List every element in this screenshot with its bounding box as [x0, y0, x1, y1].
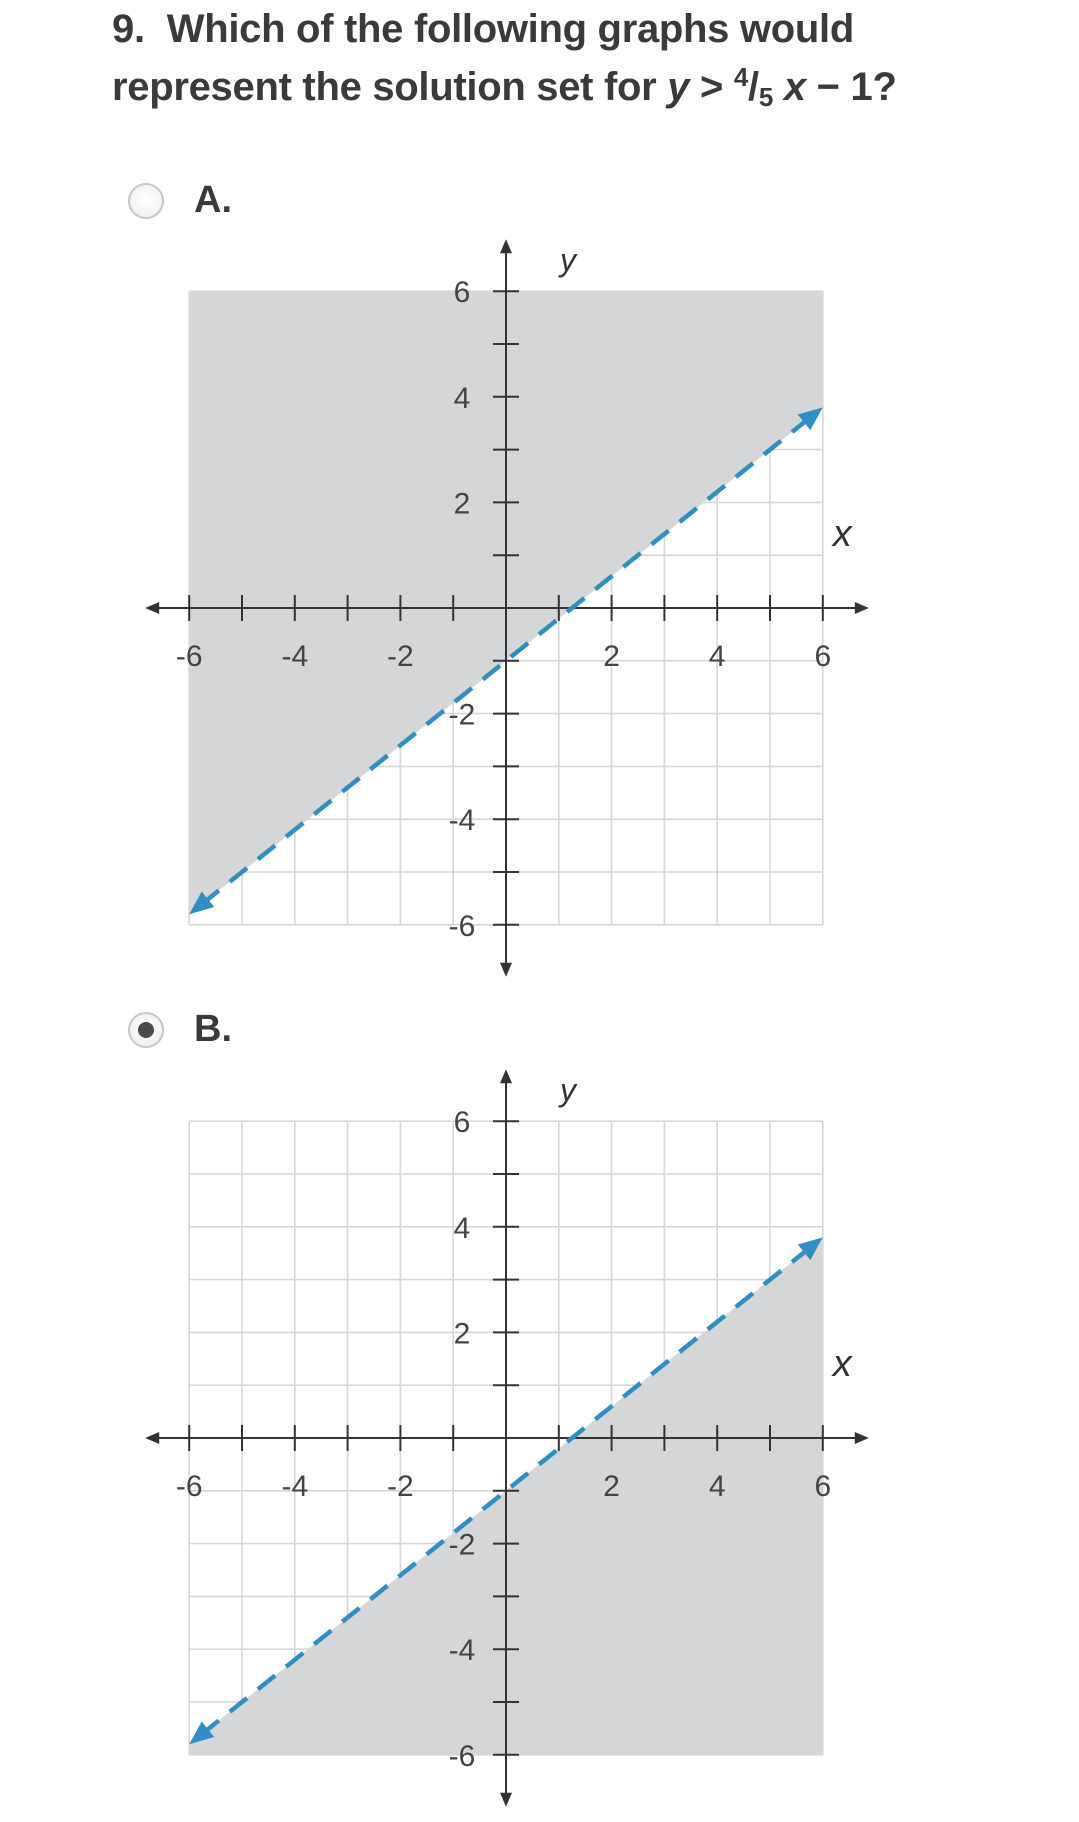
y-tick-label: 6 — [453, 1106, 471, 1140]
inequality-tail: − 1? — [805, 65, 897, 109]
y-tick-label: -2 — [448, 698, 476, 732]
inequality-sign: > — [689, 65, 734, 109]
y-tick-label: 4 — [453, 1211, 471, 1245]
y-axis-arrow-down — [500, 963, 512, 977]
option-a[interactable] — [128, 179, 232, 222]
x-tick-label: 4 — [708, 640, 726, 673]
graph-a — [130, 232, 890, 992]
x-tick-label: 6 — [814, 640, 832, 673]
y-axis-arrow-up — [500, 239, 512, 253]
x-axis-label: x — [832, 1343, 852, 1385]
x-axis-arrow-right — [855, 1432, 869, 1444]
x-tick-label: 6 — [814, 1470, 832, 1503]
inequality-x: x — [783, 65, 806, 109]
fraction-numerator: 4 — [733, 62, 749, 92]
question-line-1-text: Which of the following graphs would — [166, 7, 854, 51]
question-line-2-text: represent the solution set for — [112, 65, 668, 109]
x-tick-label: -6 — [175, 1470, 203, 1503]
x-tick-label: -4 — [281, 1470, 309, 1503]
question-line-1 — [112, 0, 1012, 58]
y-tick-label: -6 — [448, 909, 476, 943]
y-tick-label: -4 — [448, 1634, 476, 1668]
fraction-denominator: 5 — [758, 82, 774, 112]
x-axis-label: x — [832, 513, 852, 555]
y-axis-label: y — [560, 242, 576, 279]
y-tick-label: -4 — [448, 804, 476, 838]
x-axis-arrow-left — [145, 602, 159, 614]
x-tick-label: -6 — [175, 640, 203, 673]
y-tick-label: 4 — [453, 381, 471, 415]
x-axis-arrow-left — [145, 1432, 159, 1444]
y-tick-label: -6 — [448, 1739, 476, 1773]
graph-a-svg — [130, 232, 890, 992]
graph-b — [130, 1062, 890, 1822]
y-tick-label: 6 — [453, 276, 471, 310]
x-tick-label: -2 — [387, 640, 414, 673]
y-axis-arrow-down — [500, 1793, 512, 1807]
option-b-label: B. — [194, 1008, 232, 1050]
fraction-slash: / — [748, 65, 759, 109]
y-tick-label: 2 — [453, 1317, 471, 1351]
question-text — [112, 0, 1012, 116]
x-tick-label: 4 — [708, 1470, 726, 1503]
x-tick-label: -2 — [387, 1470, 414, 1503]
x-tick-label: 2 — [603, 1470, 620, 1503]
option-a-label: A. — [194, 179, 232, 221]
x-tick-label: -4 — [281, 640, 309, 673]
inequality-y: y — [667, 65, 690, 109]
y-tick-label: 2 — [453, 487, 471, 521]
y-axis-label: y — [560, 1072, 576, 1109]
graph-b-svg — [130, 1062, 890, 1822]
option-a-radio[interactable] — [128, 183, 164, 219]
option-b[interactable] — [128, 1008, 232, 1051]
option-b-radio[interactable] — [128, 1012, 164, 1048]
x-tick-label: 2 — [603, 640, 620, 673]
y-tick-label: -2 — [448, 1528, 476, 1562]
x-axis-arrow-right — [855, 602, 869, 614]
question-line-2 — [112, 58, 1012, 116]
question-number: 9. — [112, 7, 145, 51]
y-axis-arrow-up — [500, 1069, 512, 1083]
